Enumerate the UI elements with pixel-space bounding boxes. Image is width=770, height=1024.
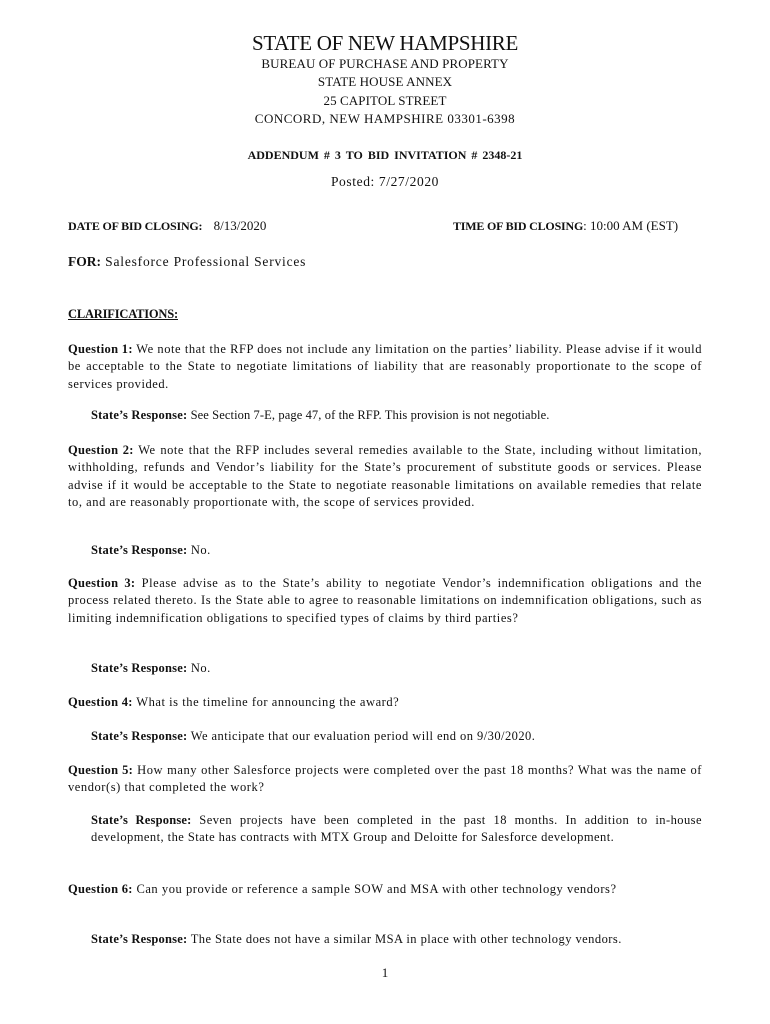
for-value: Salesforce Professional Services <box>101 254 307 269</box>
state-title: STATE OF NEW HAMPSHIRE <box>251 31 519 55</box>
bid-closing-date-label: DATE OF BID CLOSING: <box>68 219 203 233</box>
response-label: State’s Response: <box>91 543 188 557</box>
response-text: No. <box>187 543 211 557</box>
page-number: 1 <box>381 965 389 980</box>
response-text: The State does not have a similar MSA in place with other technology vendors. <box>187 932 622 946</box>
question-1 <box>68 341 702 393</box>
response-text: We anticipate that our evaluation period will end on 9/30/2020. <box>187 729 536 743</box>
for-label: FOR: <box>68 254 101 269</box>
posted-date: Posted: 7/27/2020 <box>330 174 440 189</box>
response-1 <box>91 407 702 424</box>
question-label: Question 3: <box>68 576 136 590</box>
bid-closing-date <box>68 218 266 234</box>
clarifications-heading: CLARIFICATIONS: <box>68 307 178 321</box>
response-4 <box>91 728 702 745</box>
response-text: Seven projects have been completed in the past 18 months. In addition to in-house development, the State has contracts with MTX Group and Deloitte for Salesforce development. <box>91 813 702 845</box>
response-label: State’s Response: <box>91 661 188 675</box>
response-label: State’s Response: <box>91 729 188 743</box>
question-4 <box>68 694 702 711</box>
question-text: We note that the RFP includes several remedies available to the State, including without limitation, withholding, refunds and Vendor’s liability for the State’s procurement of substitute goods or services. Please advise if it would be acceptable to the State to negotiate reasonable limitations on available remedies that relate to, and are reasonably proportionate with, the scope of services provided. <box>68 443 702 509</box>
bid-closing-time <box>453 218 678 234</box>
question-label: Question 6: <box>68 882 133 896</box>
annex-name: STATE HOUSE ANNEX <box>317 74 453 89</box>
response-text: No. <box>187 661 211 675</box>
question-text: How many other Salesforce projects were completed over the past 18 months? What was the name of vendor(s) that completed the work? <box>68 763 703 795</box>
response-label: State’s Response: <box>91 932 188 946</box>
addendum-heading: ADDENDUM # 3 TO BID INVITATION # 2348-21 <box>247 148 523 162</box>
question-label: Question 4: <box>68 695 133 709</box>
question-text: What is the timeline for announcing the award? <box>132 695 400 709</box>
bid-closing-date-value: 8/13/2020 <box>213 218 267 233</box>
response-label: State’s Response: <box>91 408 188 422</box>
question-6 <box>68 881 702 898</box>
response-text: See Section 7-E, page 47, of the RFP. This provision is not negotiable. <box>187 408 550 422</box>
bureau-name: BUREAU OF PURCHASE AND PROPERTY <box>261 56 509 71</box>
question-label: Question 1: <box>68 342 133 356</box>
response-6 <box>91 931 702 948</box>
question-text: We note that the RFP does not include any limitation on the parties’ liability. Please advise if it would be acceptable to the State to negotiate limitations of liability that are reasonably proportionate to the scope of services provided. <box>68 342 702 391</box>
for-line <box>68 254 306 270</box>
question-label: Question 5: <box>68 763 134 777</box>
question-5 <box>68 762 702 797</box>
response-3 <box>91 660 702 677</box>
question-3 <box>68 575 702 627</box>
response-5 <box>91 812 702 847</box>
bid-closing-time-value: : 10:00 AM (EST) <box>583 218 679 233</box>
street-address: 25 CAPITOL STREET <box>323 93 447 108</box>
response-label: State’s Response: <box>91 813 192 827</box>
question-text: Please advise as to the State’s ability to negotiate Vendor’s indemnification obligations and the process related thereto. Is the State able to agree to reasonable limitations on indemnification obligations, such as limiting indemnification obligations to specified types of claims by third parties? <box>68 576 702 625</box>
question-text: Can you provide or reference a sample SOW and MSA with other technology vendors? <box>132 882 617 896</box>
question-label: Question 2: <box>68 443 134 457</box>
response-2 <box>91 542 702 559</box>
question-2 <box>68 442 702 511</box>
city-address: CONCORD, NEW HAMPSHIRE 03301-6398 <box>254 111 516 126</box>
bid-closing-time-label: TIME OF BID CLOSING <box>453 219 584 233</box>
